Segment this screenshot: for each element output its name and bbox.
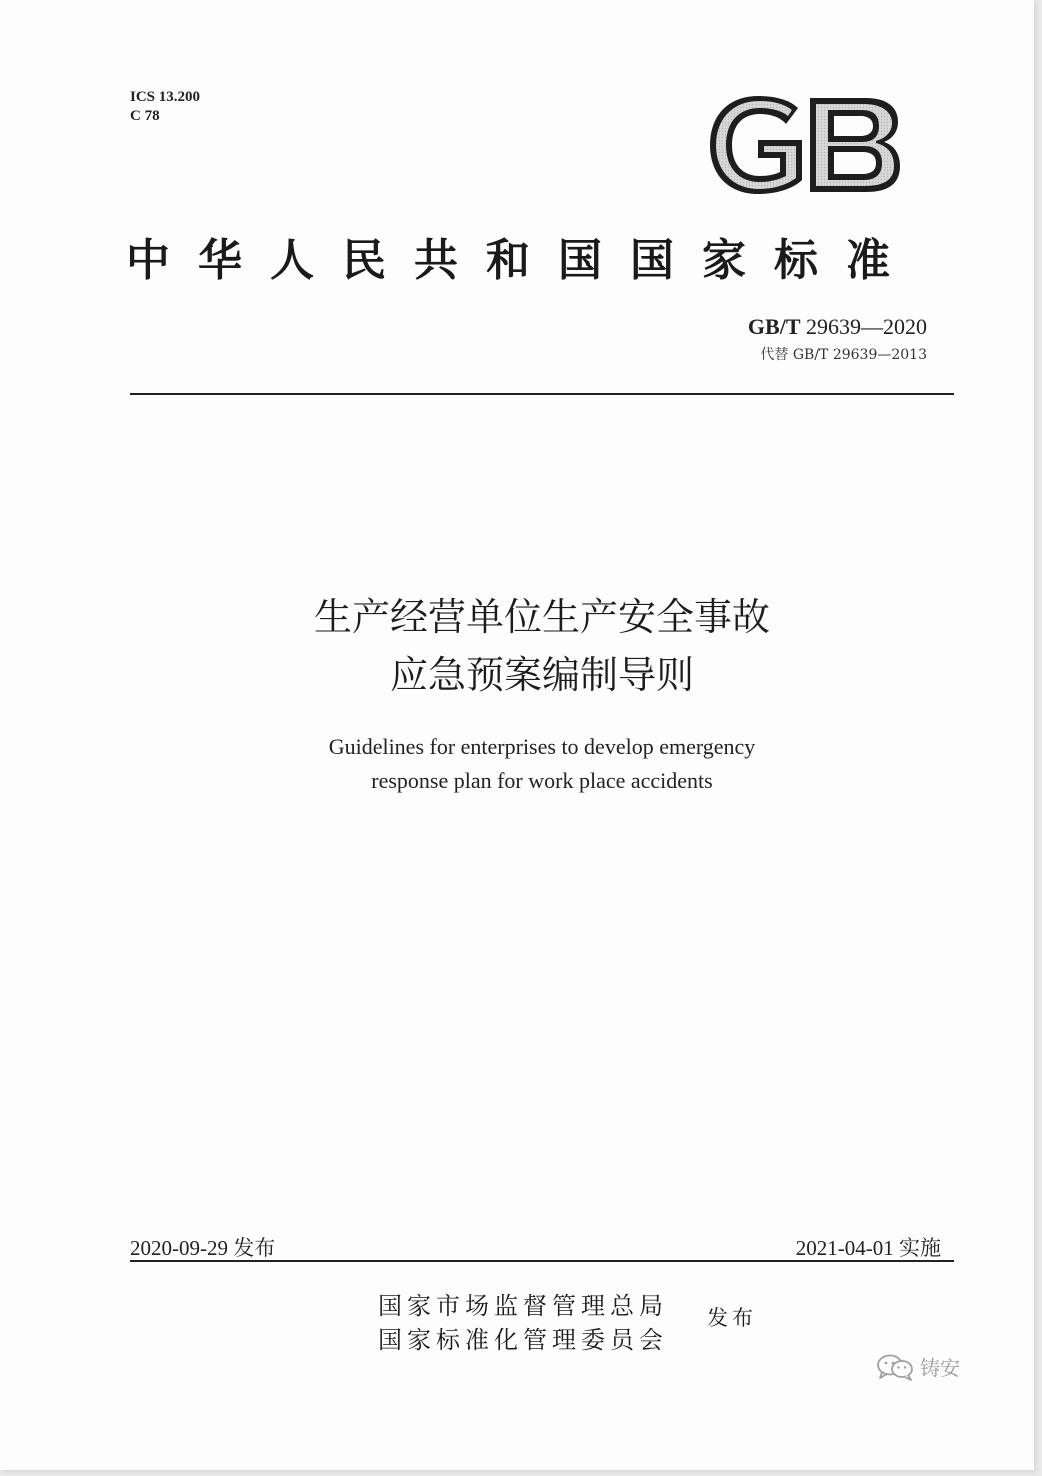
watermark-text: 铸安 bbox=[920, 1356, 960, 1380]
english-title-line-2: response plan for work place accidents bbox=[371, 768, 713, 793]
issuing-authority-1: 国家市场监督管理总局 bbox=[378, 1292, 668, 1320]
ccs-code: C 78 bbox=[130, 108, 160, 124]
issue-date: 2020-09-29 发布 bbox=[130, 1236, 276, 1260]
svg-text:GB: GB bbox=[706, 94, 708, 95]
chinese-title-line-1: 生产经营单位生产安全事故 bbox=[313, 595, 770, 639]
country-standard-title: 中华人民共和国国家标准 bbox=[126, 235, 918, 286]
header-divider bbox=[130, 393, 954, 395]
classification-codes bbox=[130, 88, 200, 126]
implementation-date: 2021-04-01 实施 bbox=[795, 1236, 941, 1260]
chinese-title-line-2: 应急预案编制导则 bbox=[389, 653, 694, 697]
publish-label: 发布 bbox=[707, 1306, 757, 1330]
account-watermark bbox=[876, 1352, 960, 1381]
standard-code: 29639—2020 bbox=[806, 314, 927, 339]
standard-prefix: GB/T bbox=[747, 314, 801, 339]
replaces-standard: 代替 GB/T 29639—2013 bbox=[760, 347, 927, 363]
gb-logo bbox=[706, 94, 902, 196]
english-title-line-1: Guidelines for enterprises to develop emergency bbox=[328, 734, 756, 759]
ics-code: ICS 13.200 bbox=[130, 89, 201, 105]
issuing-authority-2: 国家标准化管理委员会 bbox=[378, 1326, 668, 1354]
standard-number bbox=[748, 314, 927, 340]
footer-divider bbox=[130, 1260, 954, 1262]
wechat-icon bbox=[876, 1353, 916, 1381]
